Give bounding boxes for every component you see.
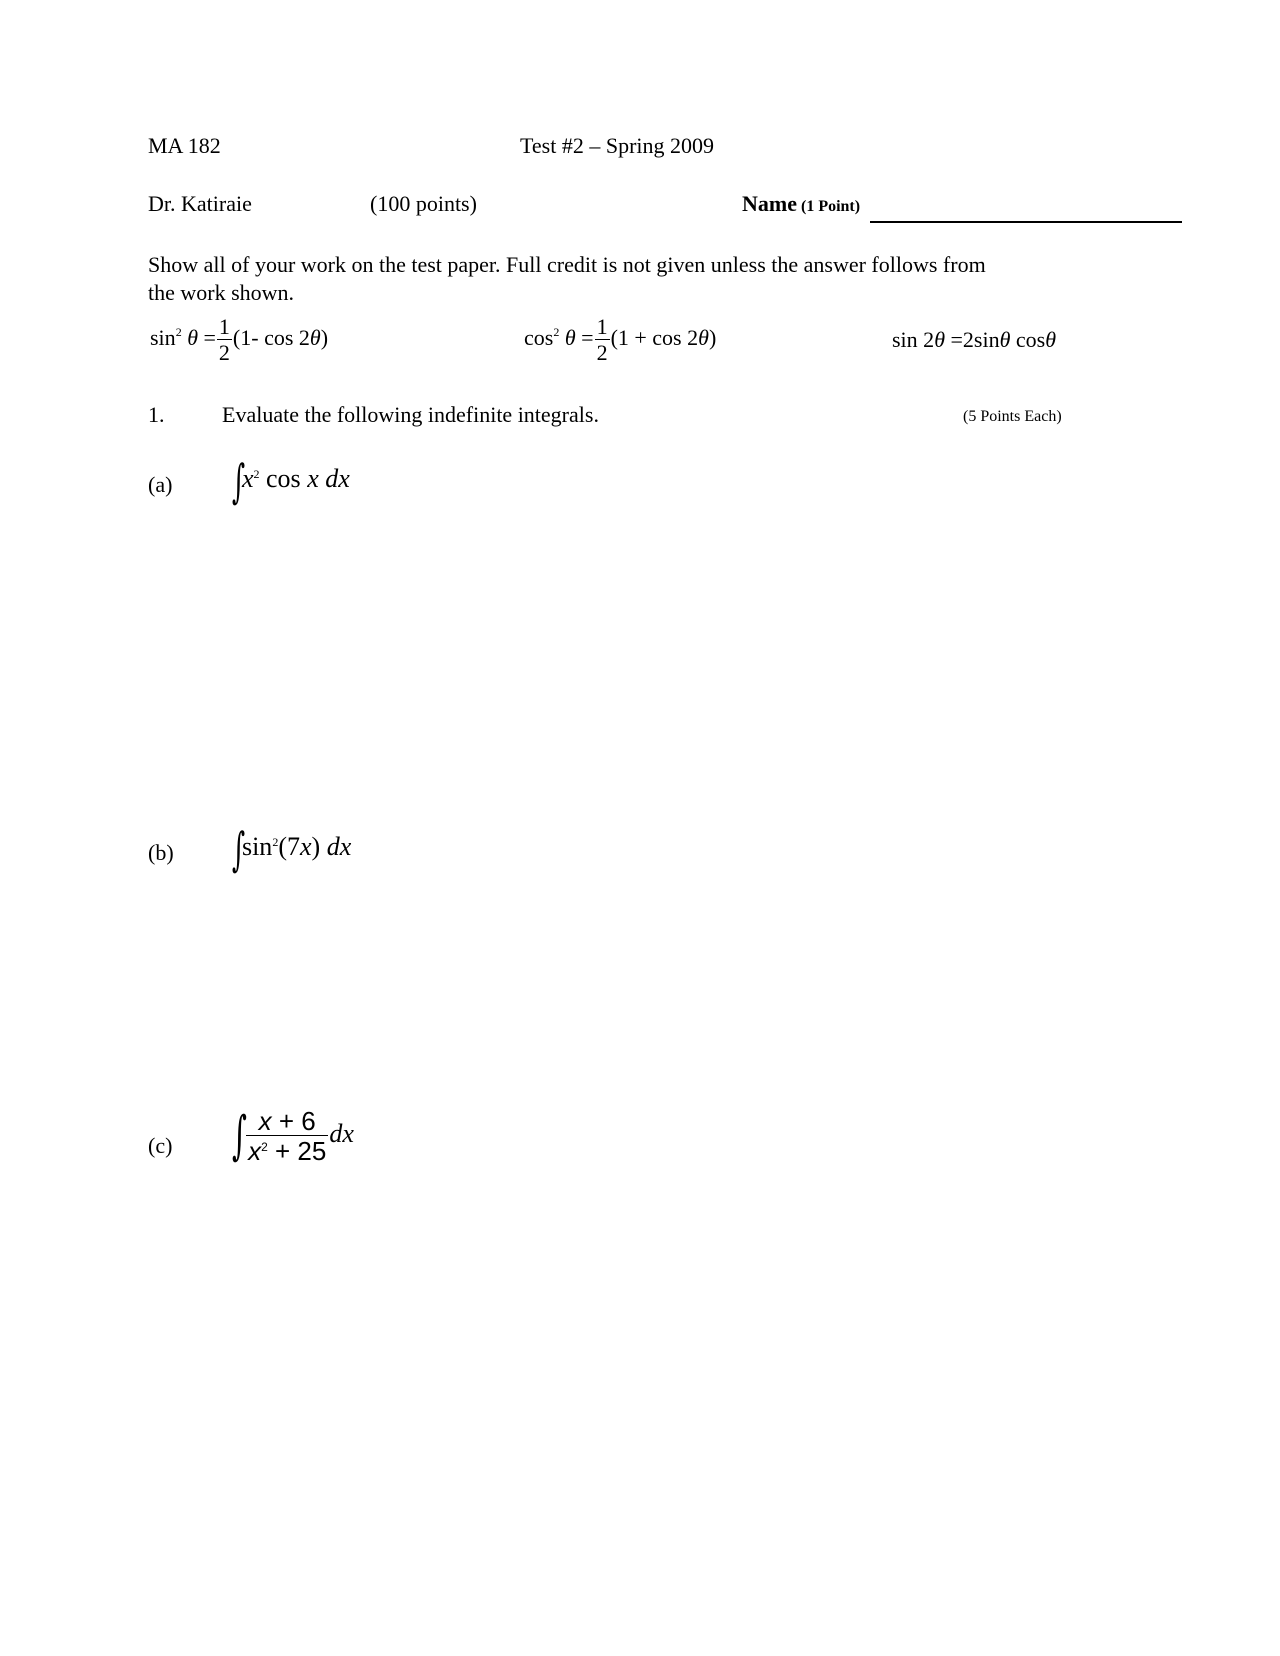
integral-sign: ∫ bbox=[232, 822, 246, 876]
formula-text: cos bbox=[1010, 327, 1046, 352]
formula-exponent: 2 bbox=[553, 325, 560, 340]
formula-equals: = bbox=[581, 325, 594, 351]
part-c-integral bbox=[232, 1108, 354, 1164]
part-a-integral bbox=[232, 454, 350, 508]
formula-exponent: 2 bbox=[175, 325, 182, 340]
formula-text: cos bbox=[524, 325, 554, 351]
integrand-differential: dx bbox=[329, 1118, 354, 1148]
part-a-label: (a) bbox=[148, 472, 173, 497]
formula-variable: θ bbox=[934, 327, 945, 352]
total-points: (100 points) bbox=[370, 191, 477, 216]
part-b-integral bbox=[232, 822, 352, 876]
formula-cos-squared bbox=[524, 316, 716, 364]
one-half-fraction: $\frac{1}{2}$ bbox=[596, 314, 608, 365]
formula-text: sin 2 bbox=[892, 327, 935, 352]
integrand-function: sin bbox=[241, 831, 273, 861]
one-half-fraction: $\frac{1}{2}$ bbox=[218, 314, 230, 365]
instructor-name: Dr. Katiraie bbox=[148, 191, 252, 216]
integrand-exponent: 2 bbox=[253, 466, 260, 481]
formula-variable: θ bbox=[999, 327, 1011, 352]
formula-text: (1- cos 2 bbox=[232, 325, 310, 351]
name-underline[interactable] bbox=[870, 221, 1182, 223]
integral-sign: ∫ bbox=[232, 454, 246, 508]
integral-sign: ∫ bbox=[232, 1106, 247, 1166]
formula-text: ) bbox=[708, 325, 717, 351]
integrand-text: ) bbox=[311, 831, 327, 861]
formula-variable: θ bbox=[698, 325, 709, 351]
formula-equals: = bbox=[203, 325, 216, 351]
question-points: (5 Points Each) bbox=[963, 408, 1062, 425]
integrand-differential: x dx bbox=[307, 463, 350, 493]
integrand-variable: x bbox=[241, 463, 254, 493]
formula-variable: θ bbox=[309, 325, 321, 351]
denominator-exponent: 2 bbox=[261, 1140, 268, 1154]
name-field-label bbox=[742, 191, 860, 217]
course-code: MA 182 bbox=[148, 133, 221, 158]
denominator-text: + 25 bbox=[267, 1136, 327, 1166]
instructions-line-2: the work shown. bbox=[148, 280, 295, 305]
formula-variable: θ bbox=[564, 325, 576, 351]
question-number: 1. bbox=[148, 402, 165, 427]
instructions-line-1: Show all of your work on the test paper. Full credit is not given unless the answer follows from bbox=[148, 252, 986, 277]
formula-text: =2sin bbox=[945, 327, 1000, 352]
integrand-text: (7 bbox=[278, 831, 300, 861]
formula-sin-squared bbox=[150, 316, 328, 364]
integrand-function: cos bbox=[259, 463, 308, 493]
question-prompt: Evaluate the following indefinite integrals. bbox=[222, 402, 599, 427]
part-b-label: (b) bbox=[148, 840, 174, 865]
formula-double-angle bbox=[892, 327, 1056, 353]
name-points: (1 Point) bbox=[800, 198, 861, 215]
formula-text: ) bbox=[320, 325, 329, 351]
numerator-variable: x bbox=[258, 1106, 272, 1136]
formula-text: (1 + cos 2 bbox=[610, 325, 699, 351]
rational-fraction bbox=[246, 1108, 328, 1164]
denominator-variable: x bbox=[248, 1136, 262, 1166]
part-c-label: (c) bbox=[148, 1133, 173, 1158]
integrand-exponent: 2 bbox=[272, 834, 279, 849]
formula-text: sin bbox=[150, 325, 176, 351]
test-title: Test #2 – Spring 2009 bbox=[520, 133, 715, 158]
name-label: Name bbox=[742, 191, 797, 216]
integrand-variable: x bbox=[299, 831, 312, 861]
numerator-text: + 6 bbox=[271, 1106, 316, 1136]
integrand-differential: dx bbox=[326, 831, 352, 861]
formula-variable: θ bbox=[187, 325, 198, 351]
formula-variable: θ bbox=[1045, 327, 1057, 352]
